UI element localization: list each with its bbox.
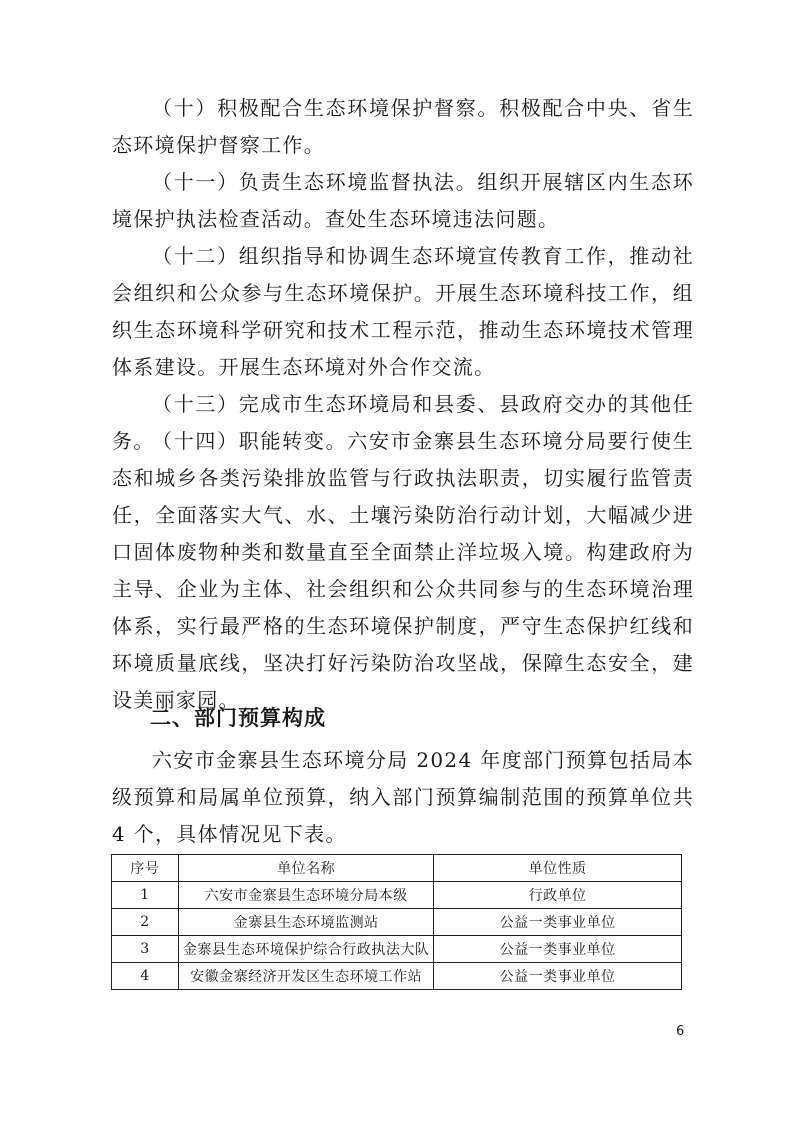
- cell-index: 4: [112, 963, 179, 990]
- cell-unit-name: 安徽金寨经济开发区生态环境工作站: [178, 963, 434, 990]
- cell-unit-type: 公益一类事业单位: [434, 963, 682, 990]
- header-unit-name: 单位名称: [178, 855, 434, 882]
- header-index: 序号: [112, 855, 179, 882]
- page-number: 6: [676, 1024, 685, 1039]
- cell-index: 2: [112, 909, 179, 936]
- table-header-row: [112, 855, 682, 882]
- paragraph-11: （十一）负责生态环境监督执法。组织开展辖区内生态环境保护执法检查活动。查处生态环境违法问题。: [112, 170, 694, 231]
- section-heading: 二、部门预算构成: [150, 706, 326, 730]
- cell-unit-name: 金寨县生态环境保护综合行政执法大队: [178, 936, 434, 963]
- paragraph-13: （十三）完成市生态环境局和县委、县政府交办的其他任务。: [112, 392, 694, 453]
- paragraph-10: （十）积极配合生态环境保护督察。积极配合中央、省生态环境保护督察工作。: [112, 96, 694, 157]
- intro-paragraph: 六安市金寨县生态环境分局 2024 年度部门预算包括局本级预算和局属单位预算，纳入部门预算编制范围的预算单位共 4 个，具体情况见下表。: [112, 748, 694, 846]
- table-row: [112, 882, 682, 909]
- cell-unit-type: 公益一类事业单位: [434, 936, 682, 963]
- table-row: [112, 909, 682, 936]
- cell-unit-name: 六安市金寨县生态环境分局本级: [178, 882, 434, 909]
- table-row: [112, 936, 682, 963]
- cell-index: 1: [112, 882, 179, 909]
- cell-unit-type: 行政单位: [434, 882, 682, 909]
- table-row: [112, 963, 682, 990]
- cell-unit-name: 金寨县生态环境监测站: [178, 909, 434, 936]
- cell-unit-type: 公益一类事业单位: [434, 909, 682, 936]
- budget-units-table: [111, 854, 682, 990]
- header-unit-type: 单位性质: [434, 855, 682, 882]
- cell-index: 3: [112, 936, 179, 963]
- paragraph-12: （十二）组织指导和协调生态环境宣传教育工作，推动社会组织和公众参与生态环境保护。开展生态环境科技工作，组织生态环境科学研究和技术工程示范，推动生态环境技术管理体系建设。开展生态环境对外合作交流。: [112, 244, 694, 379]
- paragraph-14: （十四）职能转变。六安市金寨县生态环境分局要行使生态和城乡各类污染排放监管与行政执法职责，切实履行监管责任，全面落实大气、水、土壤污染防治行动计划，大幅减少进口固体废物种类和数量直至全面禁止洋垃圾入境。构建政府为主导、企业为主体、社会组织和公众共同参与的生态环境治理体系，实行最严格的生态环境保护制度，严守生态保护红线和环境质量底线，坚决打好污染防治攻坚战，保障生态安全，建设美丽家园。: [112, 429, 694, 712]
